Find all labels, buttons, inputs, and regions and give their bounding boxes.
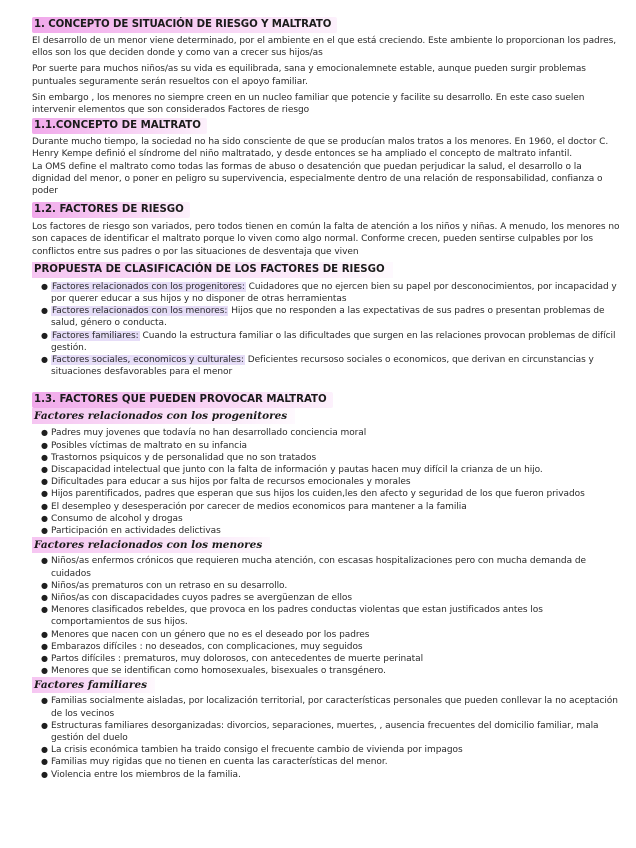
paragraph-3: Sin embargo , los menores no siempre creen en un nucleo familiar que potencie y facilite su desarrollo. En este caso suelen intervenir elementos que son considerados Factores de riesgo (32, 92, 585, 116)
list-item: ● Menores que se identifican como homosexuales, bisexuales o transgénero. (45, 665, 622, 677)
list-item: ● Trastornos psiquicos y de personalidad que no son tratados (45, 452, 622, 464)
list-item: ● Niños/as enfermos crónicos que requieren mucha atención, con escasas hospitalizaciones pero con mucha demanda de cuidados (45, 555, 622, 579)
list-item: ● Partos difíciles : prematuros, muy dolorosos, con antecedentes de muerte perinatal (45, 653, 622, 665)
list-item: ● Factores sociales, economicos y culturales: Deficientes recursoso sociales o economicos, que derivan en circunstancias y situaciones desfavorables para el menor (45, 354, 622, 378)
menores-list (32, 555, 622, 677)
factor-tag: Factores familiares: (52, 330, 139, 341)
heading-factores-riesgo: 1.2. FACTORES DE RIESGO (32, 202, 622, 218)
heading-concepto: 1. CONCEPTO DE SITUACIÓN DE RIESGO Y MALTRATO (32, 17, 622, 33)
list-item: ● Discapacidad intelectual que junto con la falta de información y pautas hacen muy difícil la crianza de un hijo. (45, 464, 622, 476)
paragraph-2: Por suerte para muchos niños/as su vida es equilibrada, sana y emocionalemnete estable, aunque pueden surgir problemas puntuales seguramente serán resueltos con el apoyo familiar. (32, 64, 586, 87)
list-item: ● Estructuras familiares desorganizadas: divorcios, separaciones, muertes, , ausencia frecuentes del domicilio familiar, mala gestión del duelo (45, 720, 622, 744)
heading-provocar-maltrato: 1.3. FACTORES QUE PUEDEN PROVOCAR MALTRATO (32, 392, 622, 408)
list-item: ● Posibles víctimas de maltrato en su infancia (45, 440, 622, 452)
progenitores-list (32, 427, 622, 537)
heading-menores: Factores relacionados con los menores (32, 537, 622, 553)
list-item: ● Menores clasificados rebeldes, que provoca en los padres conductas violentas que estan justificados antes los comportamientos de sus hijos. (45, 604, 622, 628)
heading-concepto-maltrato: 1.1.CONCEPTO DE MALTRATO (32, 118, 622, 134)
paragraph-6: Los factores de riesgo son variados, pero todos tienen en común la falta de atención a los niños y niñas. A menudo, los menores no son capaces de identificar el maltrato porque lo viven como algo normal. Conforme crecen, pueden sentirse culpables por los conflictos entre sus padres o por las situaciones de desventaja que viven (32, 222, 620, 257)
list-item: ● Factores relacionados con los progenitores: Cuidadores que no ejercen bien su papel por desconocimientos, por incapacidad y por querer educar a sus hijos y no disponer de otras herramientas (45, 281, 622, 305)
list-item: ● Embarazos difíciles : no deseados, con complicaciones, muy seguidos (45, 641, 622, 653)
factor-tag: Factores sociales, economicos y culturales: (52, 355, 244, 366)
list-item: ● Violencia entre los miembros de la familia. (45, 769, 622, 781)
factor-tag: Factores relacionados con los progenitores: (52, 281, 245, 292)
paragraph-1: El desarrollo de un menor viene determinado, por el ambiente en el que está creciendo. Este ambiente lo proporcionan los padres, ellos son los que deciden donde y como van a crecer sus hijos/as (32, 36, 617, 59)
heading-propuesta: PROPUESTA DE CLASIFICACIÓN DE LOS FACTORES DE RIESGO (32, 262, 622, 278)
familiares-list (32, 695, 622, 780)
heading-progenitores: Factores relacionados con los progenitores (32, 408, 622, 424)
list-item: ● Niños/as con discapacidades cuyos padres se avergüenzan de ellos (45, 592, 622, 604)
list-item: ● Niños/as prematuros con un retraso en su desarrollo. (45, 580, 622, 592)
paragraph-5: La OMS define el maltrato como todas las formas de abuso o desatención que puedan perjudicar la salud, el desarrollo o la dignidad del menor, o poner en peligro su supervivencia, especialmente dentro de una relación de responsabilidad, confianza o poder (32, 161, 603, 197)
paragraph-4: Durante mucho tiempo, la sociedad no ha sido consciente de que se producían malos tratos a los menores. En 1960, el doctor C. Henry Kempe definió el síndrome del niño maltratado, y desde entonces se ha ampliado el concepto de maltrato infantil. (32, 137, 609, 160)
list-item: ● Menores que nacen con un género que no es el deseado por los padres (45, 629, 622, 641)
list-item: ● Dificultades para educar a sus hijos por falta de recursos emocionales y morales (45, 476, 622, 488)
list-item: ● Factores relacionados con los menores: Hijos que no responden a las expectativas de sus padres o presentan problemas de salud, género o conducta. (45, 305, 622, 329)
factor-tag: Factores relacionados con los menores: (52, 306, 228, 317)
list-item: ● Participación en actividades delictivas (45, 525, 622, 537)
list-item: ● Padres muy jovenes que todavía no han desarrollado conciencia moral (45, 427, 622, 439)
list-item: ● Familias socialmente aisladas, por localización territorial, por características personales que pueden conllevar la no aceptación de los vecinos (45, 695, 622, 719)
list-item: ● Hijos parentificados, padres que esperan que sus hijos los cuiden,les den afecto y seguridad de los que fueron privados (45, 488, 622, 500)
list-item: ● La crisis económica tambien ha traido consigo el frecuente cambio de vivienda por impagos (45, 744, 622, 756)
list-item: ● Familias muy rigidas que no tienen en cuenta las características del menor. (45, 756, 622, 768)
list-item: ● Consumo de alcohol y drogas (45, 513, 622, 525)
heading-familiares: Factores familiares (32, 677, 622, 693)
list-item: ● Factores familiares: Cuando la estructura familiar o las dificultades que surgen en las relaciones provocan problemas de difícil gestión. (45, 330, 622, 354)
propuesta-list (32, 281, 622, 379)
list-item: ● El desempleo y desesperación por carecer de medios economicos para mantener a la familia (45, 501, 622, 513)
